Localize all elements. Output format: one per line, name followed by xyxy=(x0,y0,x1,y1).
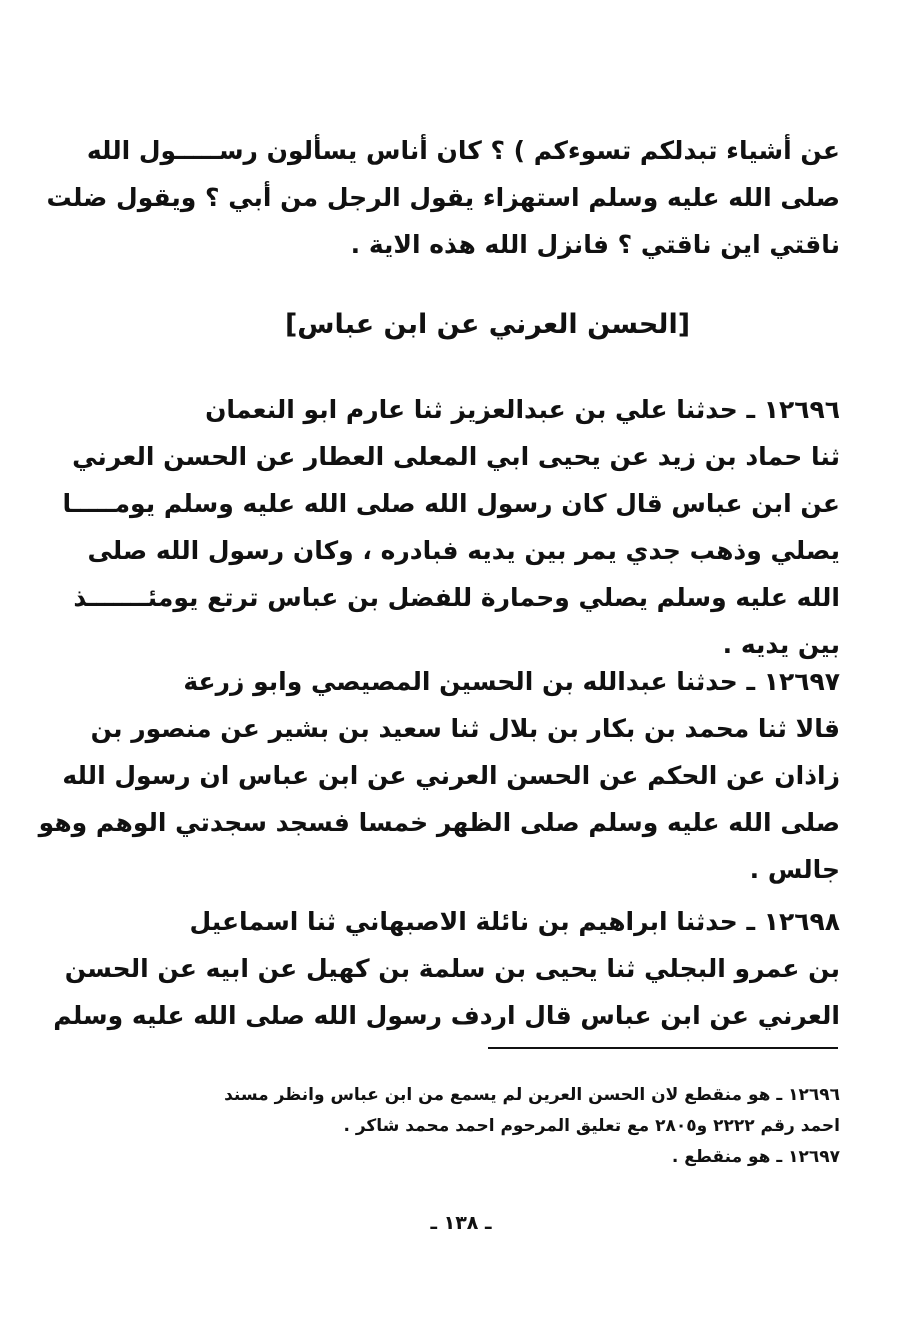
footnote-line: ١٢٦٩٧ ـ هو منقطع . xyxy=(671,1147,840,1167)
section-heading: [الحسن العرني عن ابن عباس] xyxy=(284,309,691,340)
hadith-12696 xyxy=(62,386,840,668)
hadith-line: بن عمرو البجلي ثنا يحيى بن سلمة بن كهيل عن ابيه عن الحسن xyxy=(64,954,840,983)
footnotes xyxy=(135,1080,840,1173)
intro-paragraph xyxy=(46,127,840,268)
intro-line: ناقتي اين ناقتي ؟ فانزل الله هذه الاية . xyxy=(350,230,840,259)
hadith-line: بين يديه . xyxy=(722,630,840,659)
hadith-line: الله عليه وسلم يصلي وحمارة للفضل بن عباس ترتع يومئـــــــذ xyxy=(73,583,840,612)
hadith-line: صلى الله عليه وسلم صلى الظهر خمسا فسجد سجدتي الوهم وهو xyxy=(38,808,840,837)
hadith-line: ١٢٦٩٦ ـ حدثنا علي بن عبدالعزيز ثنا عارم ابو النعمان xyxy=(205,395,840,424)
hadith-line: يصلي وذهب جدي يمر بين يديه فبادره ، وكان رسول الله صلى xyxy=(87,536,840,565)
intro-line: صلى الله عليه وسلم استهزاء يقول الرجل من أبي ؟ ويقول ضلت xyxy=(46,183,840,212)
page-number: ـ ١٣٨ ـ xyxy=(430,1212,492,1234)
hadith-line: زاذان عن الحكم عن الحسن العرني عن ابن عباس ان رسول الله xyxy=(62,761,840,790)
hadith-line: ١٢٦٩٨ ـ حدثنا ابراهيم بن نائلة الاصبهاني ثنا اسماعيل xyxy=(189,907,840,936)
hadith-line: عن ابن عباس قال كان رسول الله صلى الله عليه وسلم يومـــــا xyxy=(62,489,840,518)
hadith-line: جالس . xyxy=(749,855,840,884)
footnote-line: ١٢٦٩٦ ـ هو منقطع لان الحسن العرين لم يسمع من ابن عباس وانظر مسند xyxy=(224,1085,840,1105)
hadith-line: ثنا حماد بن زيد عن يحيى ابي المعلى العطار عن الحسن العرني xyxy=(72,442,840,471)
hadith-line: قالا ثنا محمد بن بكار بن بلال ثنا سعيد بن بشير عن منصور بن xyxy=(90,714,840,743)
hadith-line: العرني عن ابن عباس قال اردف رسول الله صلى الله عليه وسلم xyxy=(53,1001,840,1030)
hadith-12697 xyxy=(38,658,840,893)
intro-line: عن أشياء تبدلكم تسوءكم ) ؟ كان أناس يسألون رســـــول الله xyxy=(86,136,840,165)
footnote-separator xyxy=(488,1047,838,1049)
hadith-12698 xyxy=(53,898,840,1039)
footnote-line: احمد رقم ٢٢٢٢ و٢٨٠٥ مع تعليق المرحوم احمد محمد شاكر . xyxy=(343,1116,840,1136)
hadith-line: ١٢٦٩٧ ـ حدثنا عبدالله بن الحسين المصيصي وابو زرعة xyxy=(183,667,840,696)
